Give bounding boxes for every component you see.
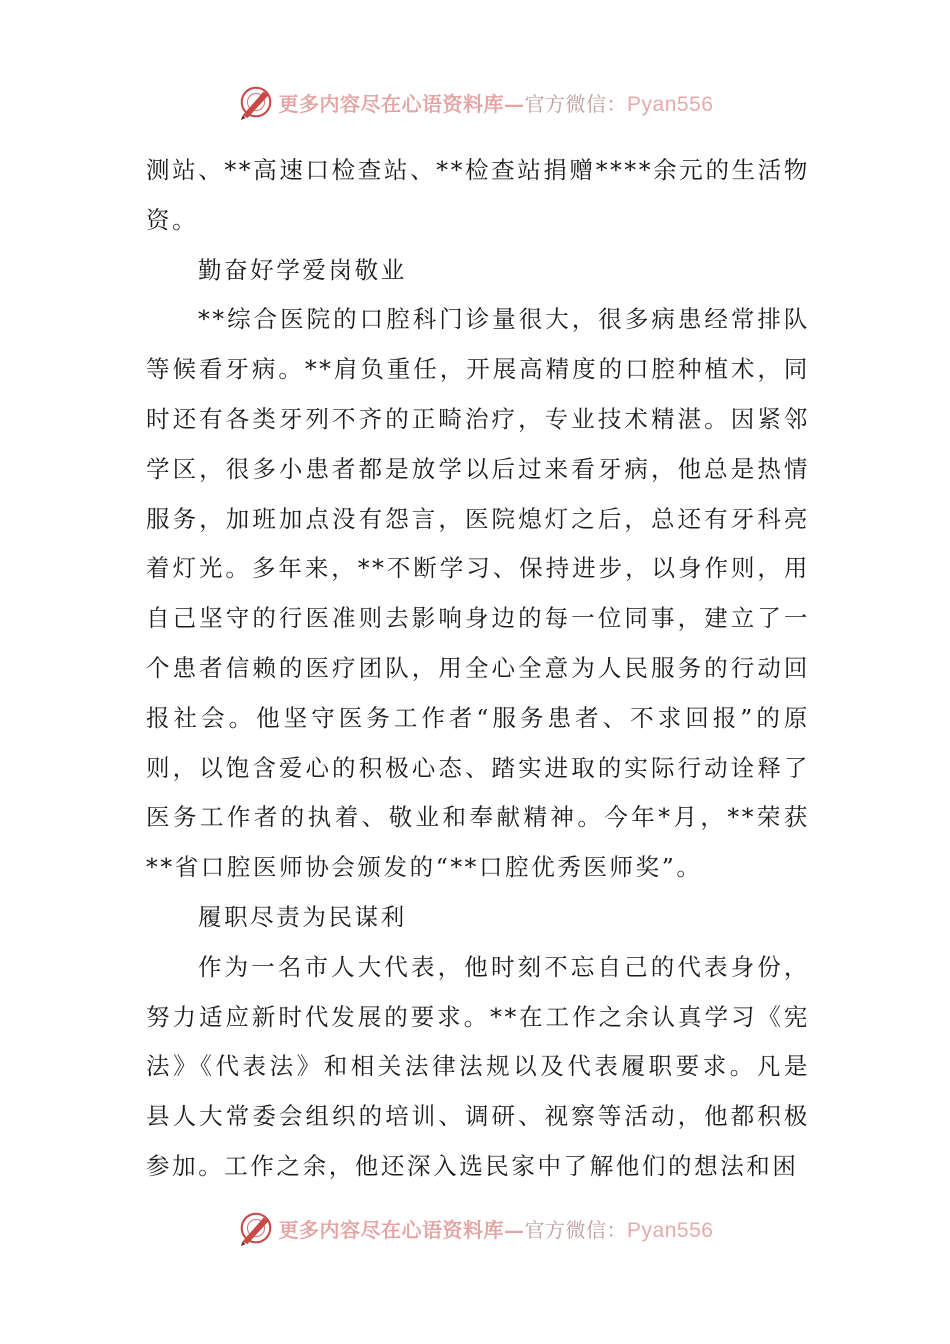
pen-logo-icon	[237, 83, 275, 121]
watermark-text: 更多内容尽在心语资料库—官方微信：Pyan556	[278, 91, 714, 116]
header-watermark-banner	[0, 82, 950, 122]
wechat-label: 官方微信：	[524, 91, 628, 116]
paragraph-diligence: **综合医院的口腔科门诊量很大，很多病患经常排队等候看牙病。**肩负重任，开展高精度的口腔种植术，同时还有各类牙列不齐的正畸治疗，专业技术精湛。因紧邻学区，很多小患者都是放学以后过来看牙病，他总是热情服务，加班加点没有怨言，医院熄灯之后，总还有牙科亮着灯光。多年来，**不断学习、保持进步，以身作则，用自己坚守的行医准则去影响身边的每一位同事，建立了一个患者信赖的医疗团队，用全心全意为人民服务的行动回报社会。他坚守医务工作者“服务患者、不求回报”的原则，以饱含爱心的积极心态、踏实进取的实际行动诠释了医务工作者的执着、敬业和奉献精神。今年*月，**荣获**省口腔医师协会颁发的“**口腔优秀医师奖”。	[146, 305, 810, 882]
wechat-label: 官方微信：	[524, 1217, 628, 1242]
section-heading-diligence: 勤奋好学爱岗敬业	[198, 255, 407, 284]
paragraph-duty: 作为一名市人大代表，他时刻不忘自己的代表身份，努力适应新时代发展的要求。**在工作之余认真学习《宪法》《代表法》和相关法律法规以及代表履职要求。凡是县人大常委会组织的培训、调研、视察等活动，他都积极参加。工作之余，他还深入选民家中了解他们的想法和困	[146, 952, 810, 1180]
paragraph-continuation: 测站、**高速口检查站、**检查站捐赠****余元的生活物资。	[146, 156, 810, 234]
footer-watermark-banner	[0, 1208, 950, 1248]
article-body	[146, 146, 810, 1192]
pen-logo-icon	[237, 1209, 275, 1247]
section-heading-duty: 履职尽责为民谋利	[198, 902, 407, 931]
watermark-text: 更多内容尽在心语资料库—官方微信：Pyan556	[278, 1217, 714, 1242]
wechat-id: Pyan556	[627, 1218, 714, 1242]
wechat-id: Pyan556	[627, 92, 714, 116]
